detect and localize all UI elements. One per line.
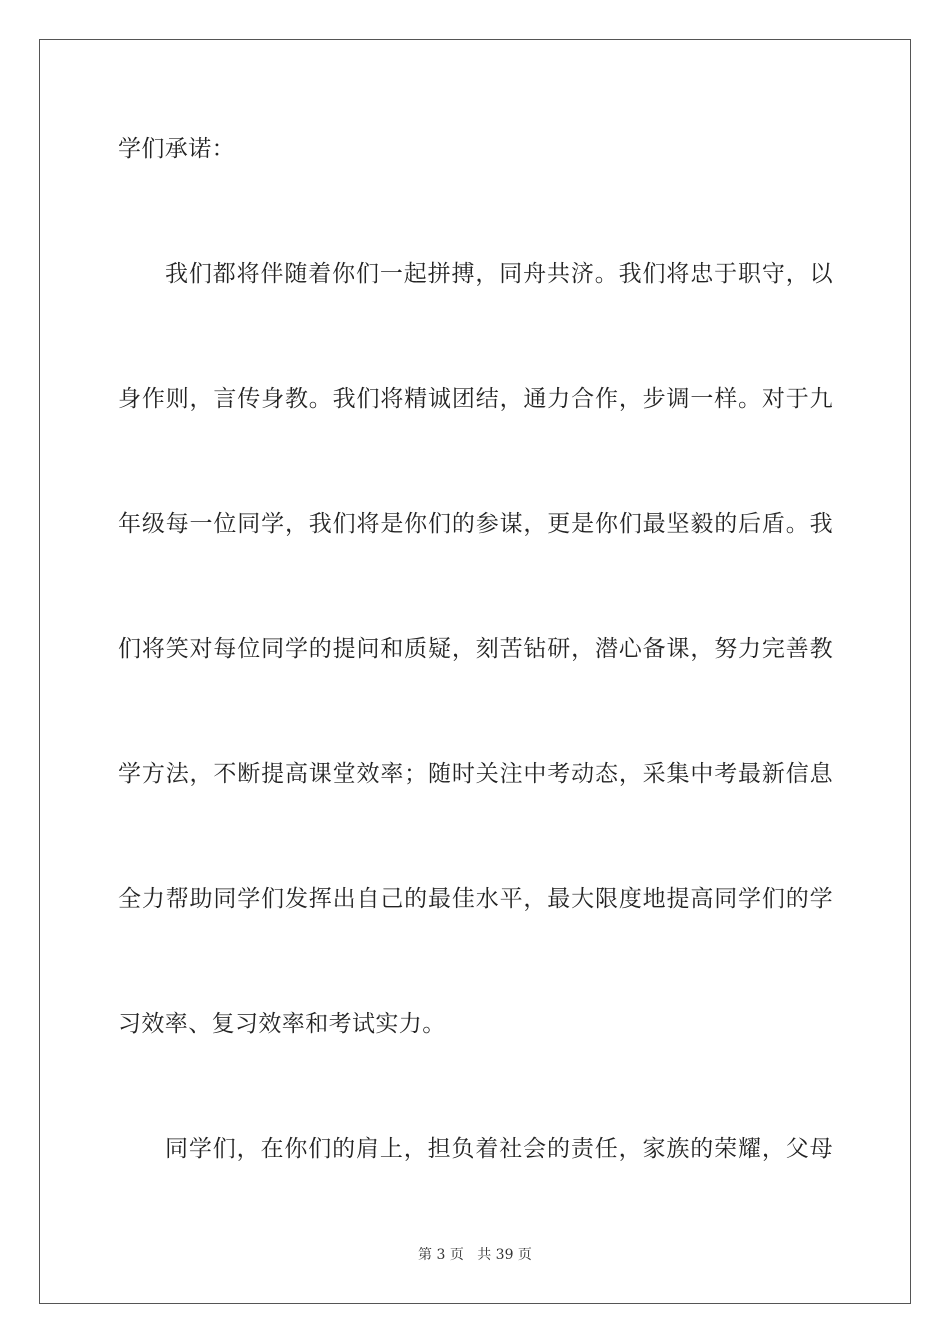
text-line-7: 全力帮助同学们发挥出自己的最佳水平，最大限度地提高同学们的学 [118, 886, 833, 912]
paragraph-start-line: 我们都将伴随着你们一起拼搏，同舟共济。我们将忠于职守，以 [165, 261, 833, 287]
page-number: 第 3 页 [418, 1247, 464, 1263]
page-border [39, 39, 911, 1304]
total-pages: 共 39 页 [477, 1247, 532, 1263]
text-line-8: 习效率、复习效率和考试实力。 [118, 1011, 446, 1037]
text-line-6: 学方法，不断提高课堂效率；随时关注中考动态，采集中考最新信息 [118, 761, 833, 787]
text-line-3: 身作则，言传身教。我们将精诚团结，通力合作，步调一样。对于九 [118, 386, 833, 412]
text-line-4: 年级每一位同学，我们将是你们的参谋，更是你们最坚毅的后盾。我 [118, 511, 833, 537]
text-line-5: 们将笑对每位同学的提问和质疑，刻苦钻研，潜心备课，努力完善教 [118, 636, 833, 662]
paragraph-start-line-2: 同学们，在你们的肩上，担负着社会的责任，家族的荣耀，父母 [165, 1136, 833, 1162]
text-line-1: 学们承诺： [118, 136, 235, 162]
page-footer [0, 1246, 950, 1264]
